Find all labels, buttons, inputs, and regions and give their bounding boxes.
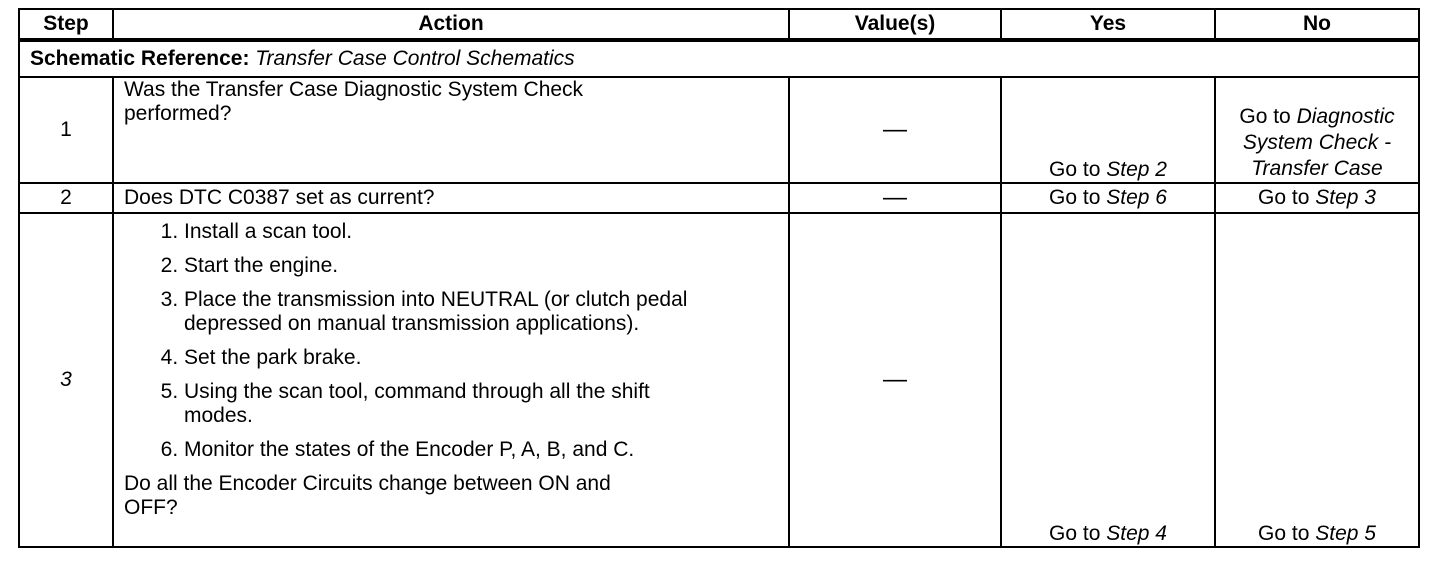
action-question: Do all the Encoder Circuits change between ON and OFF? <box>124 472 611 519</box>
list-item: 2. Start the engine. <box>184 254 778 278</box>
no-cell <box>1215 213 1419 547</box>
step-number: 2 <box>19 183 113 213</box>
value-cell: — <box>789 213 1001 547</box>
yes-prefix: Go to <box>1049 158 1101 181</box>
schematic-reference-row <box>19 40 1419 77</box>
header-action: Action <box>113 9 789 40</box>
action-text <box>113 77 789 183</box>
list-item: 3. Place the transmission into NEUTRAL (or clutch pedal depressed on manual transmission applications). <box>184 288 778 336</box>
table-row <box>19 77 1419 183</box>
step-number: 1 <box>19 77 113 183</box>
step-number-text: 3 <box>60 368 72 391</box>
table-row <box>19 183 1419 213</box>
schematic-reference <box>19 40 1419 77</box>
header-yes: Yes <box>1001 9 1215 40</box>
schematic-reference-label: Schematic Reference: <box>30 47 250 70</box>
yes-target-link[interactable]: Step 4 <box>1106 522 1167 545</box>
yes-cell <box>1001 77 1215 183</box>
action-text: Does DTC C0387 set as current? <box>113 183 789 213</box>
substep-list <box>124 220 778 462</box>
table-row <box>19 213 1419 547</box>
list-item: 5. Using the scan tool, command through all the shift modes. <box>184 380 778 428</box>
action-text <box>113 213 789 547</box>
no-target-link[interactable]: Diagnostic System Check - Transfer Case <box>1242 105 1395 180</box>
yes-cell <box>1001 213 1215 547</box>
value-cell: — <box>789 77 1001 183</box>
diagnostic-table <box>18 8 1420 548</box>
yes-cell <box>1001 183 1215 213</box>
yes-prefix: Go to <box>1049 522 1101 545</box>
no-target-link[interactable]: Step 3 <box>1315 186 1376 209</box>
no-prefix: Go to <box>1258 186 1310 209</box>
action-question: Was the Transfer Case Diagnostic System Check performed? <box>124 78 584 125</box>
no-prefix: Go to <box>1258 522 1310 545</box>
no-target-link[interactable]: Step 5 <box>1315 522 1376 545</box>
value-cell: — <box>789 183 1001 213</box>
no-prefix: Go to <box>1239 105 1291 128</box>
yes-prefix: Go to <box>1049 186 1101 209</box>
schematic-reference-link[interactable]: Transfer Case Control Schematics <box>255 47 575 70</box>
yes-target-link[interactable]: Step 2 <box>1106 158 1167 181</box>
header-step: Step <box>19 9 113 40</box>
header-no: No <box>1215 9 1419 40</box>
list-item: 6. Monitor the states of the Encoder P, A, B, and C. <box>184 438 778 462</box>
step-number <box>19 213 113 547</box>
list-item: 4. Set the park brake. <box>184 346 778 370</box>
no-cell <box>1215 183 1419 213</box>
no-cell <box>1215 77 1419 183</box>
header-row <box>19 9 1419 40</box>
list-item: 1. Install a scan tool. <box>184 220 778 244</box>
header-values: Value(s) <box>789 9 1001 40</box>
yes-target-link[interactable]: Step 6 <box>1106 186 1167 209</box>
